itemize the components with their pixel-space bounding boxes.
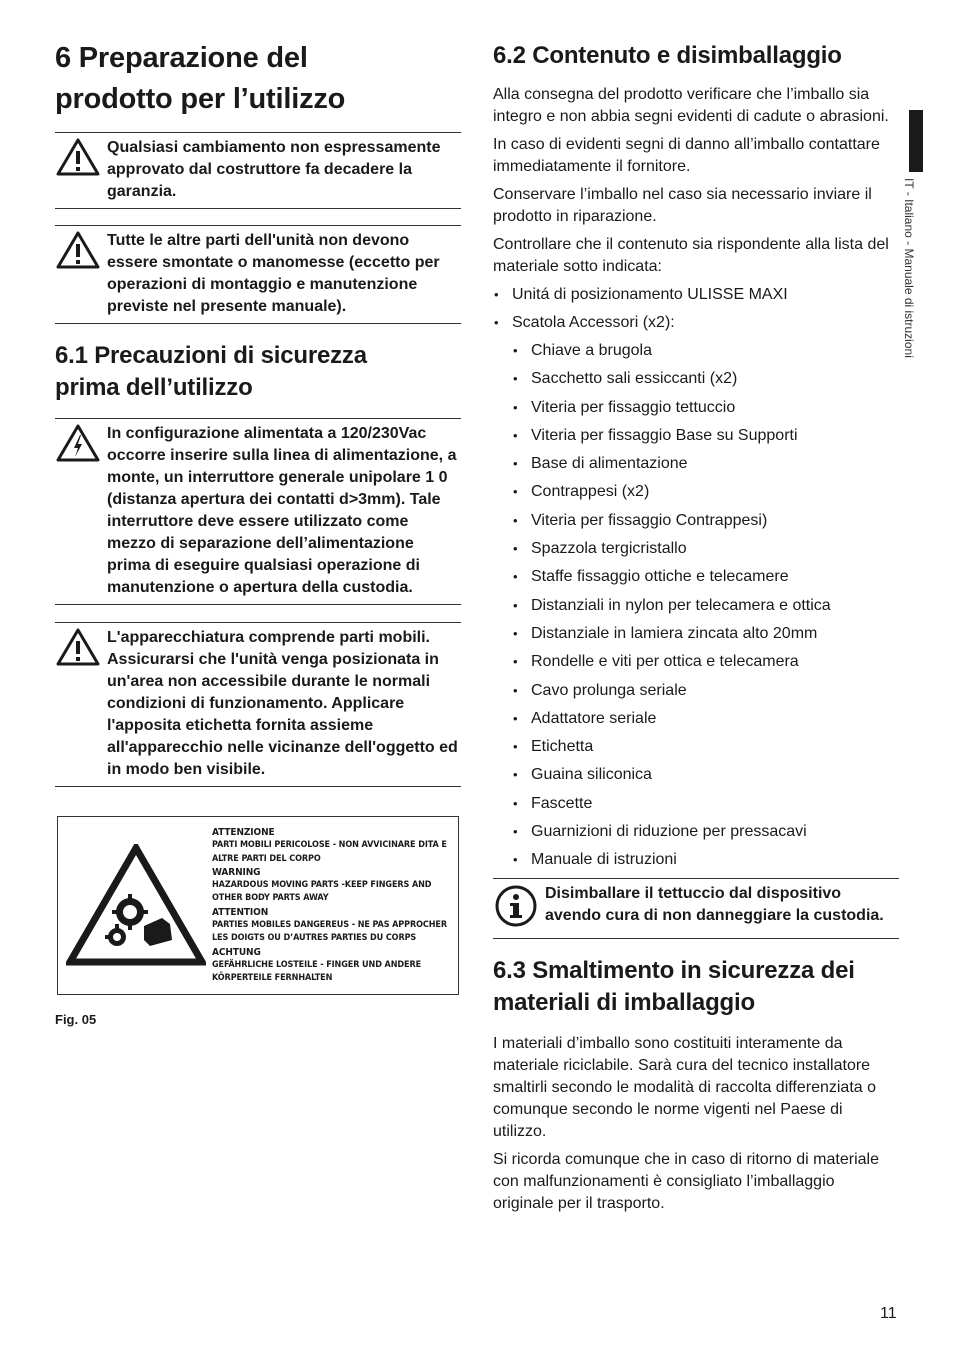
moving-parts-warning-text: L'apparecchiatura comprende parti mobili. Assicurarsi che l'unità venga posizionata in un'area non accessibile durante le normali condizioni di funzionamento. Applicare l'apposita etichetta fornita assieme all'apparecchio nelle vicinanze dell'oggetto ed in modo ben visibile. bbox=[107, 629, 458, 778]
list-item: • Fascette bbox=[493, 793, 899, 815]
list-item: • Viteria per fissaggio Base su Supporti bbox=[493, 425, 899, 447]
warning-text: Tutte le altre parti dell'unità non devono essere smontate o manomesse (eccetto per operazioni di montaggio e manutenzione previste nel presente manuale). bbox=[107, 232, 440, 315]
electric-warning-text: In configurazione alimentata a 120/230Vac occorre inserire sulla linea di alimentazione, a monte, un interruttore generale unipolare 1 0 (distanza apertura dei contatti d>3mm). Tale interruttore deve essere utilizzato come mezzo di separazione dell’alimentazione prima di eseguire qualsiasi operazione di manutenzione o apertura della custodia. bbox=[107, 425, 457, 596]
moving-parts-warning-notice bbox=[55, 622, 461, 787]
warning-icon bbox=[56, 231, 100, 274]
side-tab-label: IT - Italiano - Manuale di istruzioni bbox=[902, 178, 916, 358]
list-item: • Chiave a brugola bbox=[493, 340, 899, 362]
paragraph: Conservare l’imballo nel caso sia necessario inviare il prodotto in riparazione. bbox=[493, 186, 872, 225]
accessories-list bbox=[493, 340, 899, 871]
electric-hazard-icon bbox=[56, 424, 100, 467]
list-item: • Unitá di posizionamento ULISSE MAXI bbox=[493, 284, 899, 306]
list-item: • Cavo prolunga seriale bbox=[493, 680, 899, 702]
info-text: Disimballare il tettuccio dal dispositivo avendo cura di non danneggiare la custodia. bbox=[545, 884, 884, 924]
list-item: • Guarnizioni di riduzione per pressacavi bbox=[493, 821, 899, 843]
paragraph: Alla consegna del prodotto verificare che l’imballo sia integro e non abbia segni evidenti di cadute o abrasioni. bbox=[493, 86, 889, 125]
section-6-3-title: 6.3 Smaltimento in sicurezza dei materiali di imballaggio bbox=[493, 956, 855, 1016]
list-item: • Viteria per fissaggio tettuccio bbox=[493, 397, 899, 419]
page-number: 11 bbox=[880, 1305, 897, 1322]
warning-icon bbox=[56, 138, 100, 181]
list-item: • Sacchetto sali essiccanti (x2) bbox=[493, 368, 899, 390]
label-heading-de: ACHTUNG bbox=[212, 946, 261, 958]
hazard-label-text bbox=[212, 826, 452, 986]
label-text-fr: PARTIES MOBILES DANGEREUS - NE PAS APPROCHER LES DOIGTS OU D’AUTRES PARTIES DU CORPS bbox=[212, 920, 447, 944]
list-item: • Adattatore seriale bbox=[493, 708, 899, 730]
list-item: • Spazzola tergicristallo bbox=[493, 538, 899, 560]
list-item: • Manuale di istruzioni bbox=[493, 849, 899, 871]
list-item: • Distanziale in lamiera zincata alto 20mm bbox=[493, 623, 899, 645]
chapter-title: 6 Preparazione del prodotto per l’utilizzo bbox=[55, 42, 346, 115]
paragraph: I materiali d’imballo sono costituiti interamente da materiale riciclabile. Sarà cura del tecnico installatore smaltirli secondo le modalità di raccolta differenziata o comunque secondo le norme vigenti nel Paese di utilizzo. bbox=[493, 1034, 877, 1140]
list-item: • Scatola Accessori (x2): bbox=[493, 312, 899, 334]
section-6-2-title: 6.2 Contenuto e disimballaggio bbox=[493, 42, 842, 69]
list-item: • Distanziali in nylon per telecamera e ottica bbox=[493, 595, 899, 617]
list-item: • Etichetta bbox=[493, 736, 899, 758]
paragraph: In caso di evidenti segni di danno all’imballo contattare immediatamente il fornitore. bbox=[493, 136, 880, 175]
label-text-de: GEFÄHRLICHE LOSTEILE - FINGER UND ANDERE KÖRPERTEILE FERNHALTEN bbox=[212, 959, 422, 984]
list-item: • Guaina siliconica bbox=[493, 764, 899, 786]
list-item: • Contrappesi (x2) bbox=[493, 481, 899, 503]
paragraph: Controllare che il contenuto sia rispondente alla lista del materiale sotto indicata: bbox=[493, 236, 889, 275]
list-item: • Viteria per fissaggio Contrappesi) bbox=[493, 510, 899, 532]
electric-warning-notice bbox=[55, 418, 461, 605]
warning-text: Qualsiasi cambiamento non espressamente approvato dal costruttore fa decadere la garanzia. bbox=[107, 139, 441, 200]
warning-notice-warranty bbox=[55, 132, 461, 209]
list-item: • Staffe fissaggio ottiche e telecamere bbox=[493, 566, 899, 588]
side-tab-marker bbox=[909, 110, 923, 172]
paragraph: Si ricorda comunque che in caso di ritorno di materiale con malfunzionamenti è consigliato l’imballaggio originale per il trasporto. bbox=[493, 1150, 879, 1212]
label-heading-it: ATTENZIONE bbox=[212, 827, 275, 838]
section-6-1-title: 6.1 Precauzioni di sicurezza prima dell’utilizzo bbox=[55, 342, 367, 401]
warning-icon bbox=[56, 628, 100, 671]
figure-caption: Fig. 05 bbox=[55, 1012, 97, 1027]
warning-notice-disassembly bbox=[55, 225, 461, 324]
label-text-it: PARTI MOBILI PERICOLOSE - NON AVVICINARE DITA E ALTRE PARTI DEL CORPO bbox=[212, 840, 447, 864]
list-item: • Rondelle e viti per ottica e telecamera bbox=[493, 651, 899, 673]
label-heading-fr: ATTENTION bbox=[212, 906, 269, 918]
left-column bbox=[55, 38, 461, 787]
label-heading-en: WARNING bbox=[212, 866, 261, 878]
label-text-en: HAZARDOUS MOVING PARTS -KEEP FINGERS AND OTHER BODY PARTS AWAY bbox=[212, 880, 432, 904]
info-notice bbox=[493, 878, 899, 939]
contents-list bbox=[493, 284, 899, 334]
info-icon bbox=[494, 884, 538, 933]
right-column bbox=[493, 38, 899, 1215]
list-item: • Base di alimentazione bbox=[493, 453, 899, 475]
hazard-label-figure bbox=[57, 816, 459, 995]
moving-parts-hazard-icon bbox=[66, 844, 206, 971]
